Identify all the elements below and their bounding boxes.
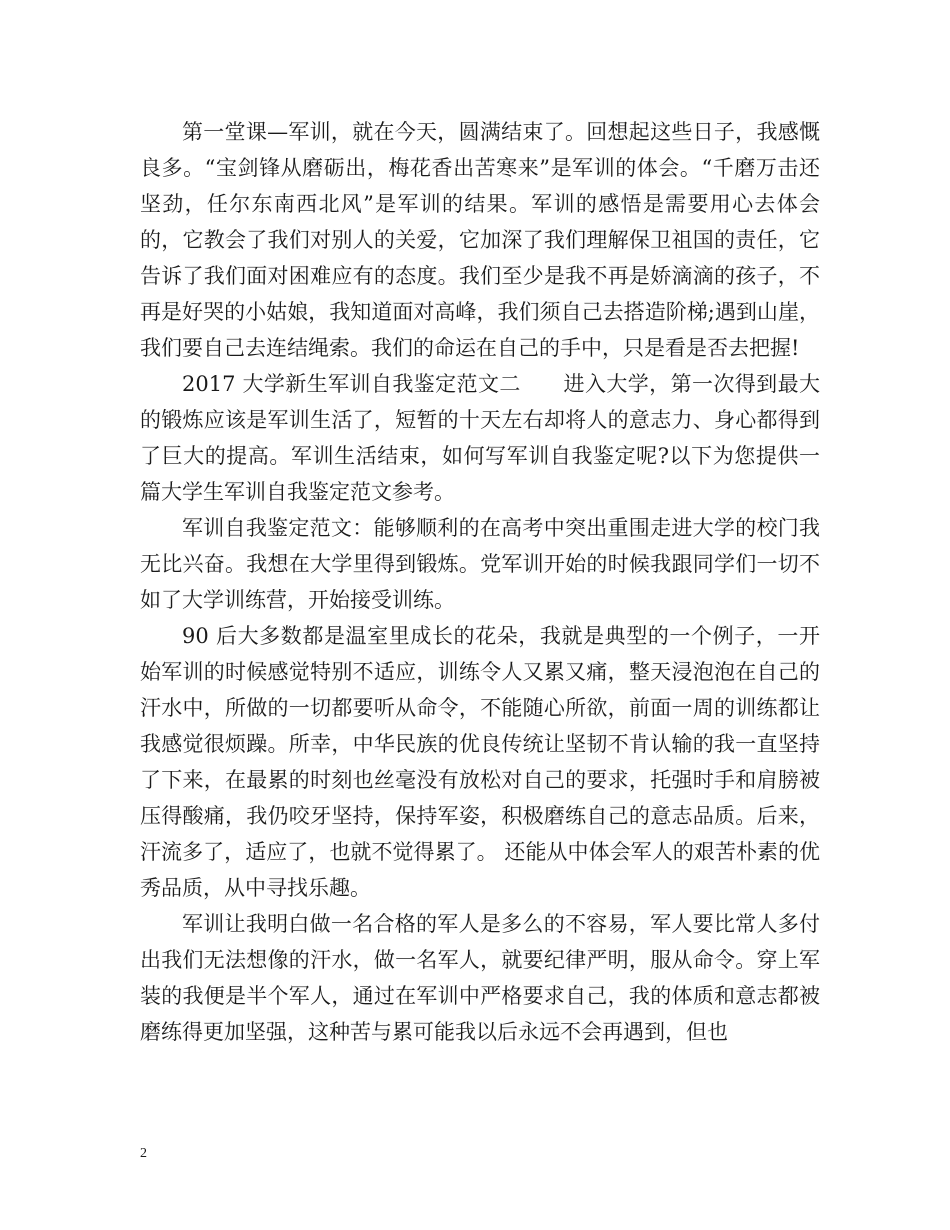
paragraph-5: 军训让我明白做一名合格的军人是多么的不容易，军人要比常人多付出我们无法想像的汗水，做一名军人，就要纪律严明，服从命令。穿上军装的我便是半个军人，通过在军训中严格要求自己，我的体质和意志都被磨练得更加坚强，这种苦与累可能我以后永远不会再遇到，但也 [140,912,820,1044]
paragraph-4: 90 后大多数都是温室里成长的花朵，我就是典型的一个例子，一开始军训的时候感觉特别不适应，训练令人又累又痛，整天浸泡泡在自己的汗水中，所做的一切都要听从命令，不能随心所欲，前面一周的训练都让我感觉很烦躁。所幸，中华民族的优良传统让坚韧不肯认输的我一直坚持了下来，在最累的时刻也丝毫没有放松对自己的要求，托强时手和肩膀被压得酸痛，我仍咬牙坚持，保持军姿，积极磨练自己的意志品质。后来，汗流多了，适应了，也就不觉得累了。 还能从中体会军人的艰苦朴素的优秀品质，从中寻找乐趣。 [140,624,820,900]
document-body [140,114,820,1050]
paragraph-2: 2017 大学新生军训自我鉴定范文二 进入大学，第一次得到最大的锻炼应该是军训生活了，短暂的十天左右却将人的意志力、身心都得到了巨大的提高。军训生活结束，如何写军训自我鉴定呢?以下为您提供一篇大学生军训自我鉴定范文参考。 [140,372,820,504]
paragraph-3: 军训自我鉴定范文：能够顺利的在高考中突出重围走进大学的校门我无比兴奋。我想在大学里得到锻炼。党军训开始的时候我跟同学们一切不如了大学训练营，开始接受训练。 [140,516,820,612]
paragraph-1: 第一堂课—军训，就在今天，圆满结束了。回想起这些日子，我感慨良多。“宝剑锋从磨砺出，梅花香出苦寒来”是军训的体会。“千磨万击还坚劲，任尔东南西北风”是军训的结果。军训的感悟是需要用心去体会的，它教会了我们对别人的关爱，它加深了我们理解保卫祖国的责任，它告诉了我们面对困难应有的态度。我们至少是我不再是娇滴滴的孩子，不再是好哭的小姑娘，我知道面对高峰，我们须自己去搭造阶梯;遇到山崖，我们要自己去连结绳索。我们的命运在自己的手中，只是看是否去把握! [140,120,820,360]
page-number: 2 [140,1146,147,1161]
